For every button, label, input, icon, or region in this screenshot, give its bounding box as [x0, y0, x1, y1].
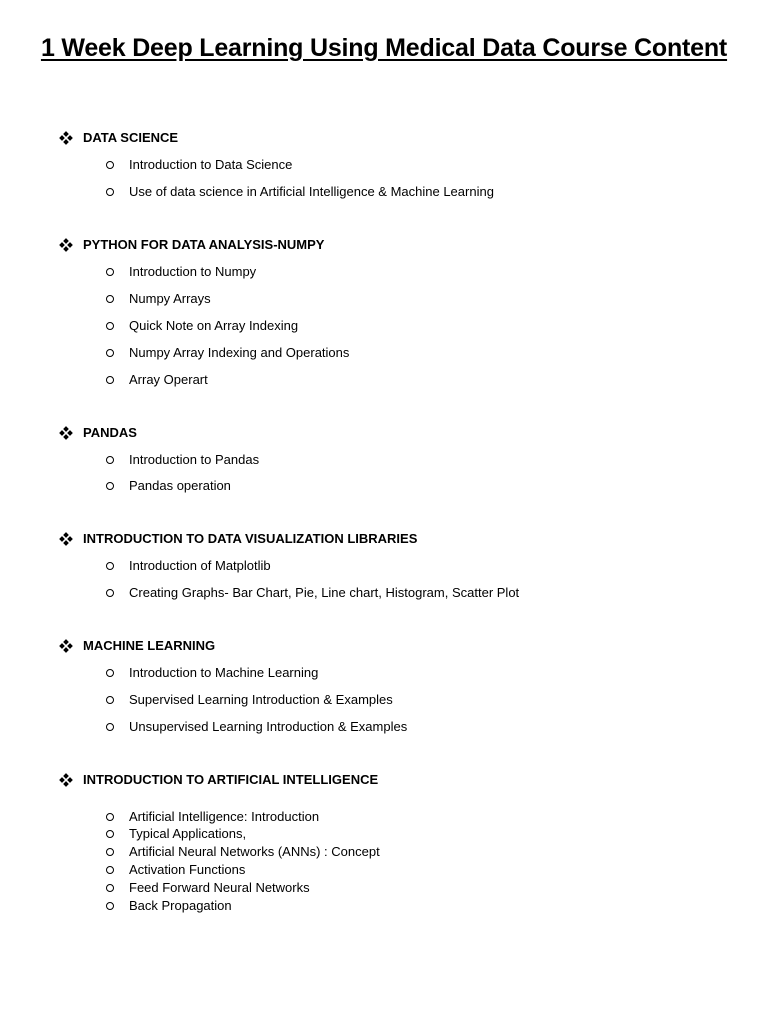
list-item-text: Introduction to Machine Learning [129, 665, 319, 680]
section-heading-numpy [60, 237, 324, 252]
list-item-text: Back Propagation [129, 898, 232, 913]
circle-bullet-icon [106, 902, 114, 910]
section-heading-text: PYTHON FOR DATA ANALYSIS-NUMPY [83, 237, 325, 252]
circle-bullet-icon [106, 349, 114, 357]
section-heading-text: PANDAS [83, 425, 137, 440]
list-item-text: Artificial Neural Networks (ANNs) : Concept [129, 844, 380, 859]
list-item [106, 184, 494, 199]
circle-bullet-icon [106, 884, 114, 892]
list-item-text: Numpy Arrays [129, 291, 211, 306]
list-item-text: Use of data science in Artificial Intelligence & Machine Learning [129, 184, 494, 199]
circle-bullet-icon [106, 723, 114, 731]
list-item [106, 157, 292, 172]
circle-bullet-icon [106, 161, 114, 169]
circle-bullet-icon [106, 456, 114, 464]
diamond-bullet-icon [60, 774, 72, 786]
list-item-text: Supervised Learning Introduction & Examples [129, 692, 393, 707]
list-item-text: Quick Note on Array Indexing [129, 318, 299, 333]
section-heading-text: DATA SCIENCE [83, 130, 179, 145]
list-item-text: Unsupervised Learning Introduction & Examples [129, 719, 408, 734]
list-item [106, 692, 393, 707]
diamond-bullet-icon [60, 239, 72, 251]
list-item [106, 880, 310, 895]
section-heading-text: MACHINE LEARNING [83, 638, 216, 653]
diamond-bullet-icon [60, 427, 72, 439]
list-item-text: Numpy Array Indexing and Operations [129, 345, 350, 360]
list-item [106, 665, 318, 680]
list-item [106, 452, 259, 467]
circle-bullet-icon [106, 848, 114, 856]
circle-bullet-icon [106, 268, 114, 276]
list-item-text: Typical Applications, [129, 826, 247, 841]
list-item-text: Pandas operation [129, 478, 231, 493]
section-heading-data-science [60, 130, 178, 145]
circle-bullet-icon [106, 376, 114, 384]
section-heading-pandas [60, 425, 137, 440]
circle-bullet-icon [106, 813, 114, 821]
list-item [106, 318, 298, 333]
diamond-bullet-icon [60, 533, 72, 545]
page-title: 1 Week Deep Learning Using Medical Data Course Content [40, 34, 728, 62]
list-item [106, 844, 380, 859]
circle-bullet-icon [106, 696, 114, 704]
circle-bullet-icon [106, 669, 114, 677]
list-item [106, 809, 319, 824]
list-item [106, 898, 232, 913]
section-heading-data-visualization [60, 531, 417, 546]
list-item [106, 478, 231, 493]
circle-bullet-icon [106, 830, 114, 838]
list-item-text: Activation Functions [129, 862, 246, 877]
diamond-bullet-icon [60, 132, 72, 144]
list-item [106, 862, 245, 877]
list-item-text: Introduction to Numpy [129, 264, 257, 279]
circle-bullet-icon [106, 295, 114, 303]
section-heading-text: INTRODUCTION TO DATA VISUALIZATION LIBRARIES [83, 531, 418, 546]
list-item-text: Array Operart [129, 372, 208, 387]
list-item-text: Artificial Intelligence: Introduction [129, 809, 320, 824]
circle-bullet-icon [106, 188, 114, 196]
list-item [106, 558, 271, 573]
list-item [106, 264, 256, 279]
list-item-text: Feed Forward Neural Networks [129, 880, 310, 895]
list-item [106, 345, 349, 360]
section-heading-text: INTRODUCTION TO ARTIFICIAL INTELLIGENCE [83, 772, 379, 787]
circle-bullet-icon [106, 589, 114, 597]
list-item-text: Introduction of Matplotlib [129, 558, 271, 573]
circle-bullet-icon [106, 562, 114, 570]
list-item-text: Introduction to Pandas [129, 452, 260, 467]
list-item [106, 585, 519, 600]
list-item [106, 372, 208, 387]
circle-bullet-icon [106, 322, 114, 330]
list-item-text: Introduction to Data Science [129, 157, 293, 172]
diamond-bullet-icon [60, 640, 72, 652]
list-item [106, 291, 211, 306]
section-heading-machine-learning [60, 638, 215, 653]
list-item [106, 826, 246, 841]
circle-bullet-icon [106, 482, 114, 490]
circle-bullet-icon [106, 866, 114, 874]
list-item-text: Creating Graphs- Bar Chart, Pie, Line chart, Histogram, Scatter Plot [129, 585, 520, 600]
section-heading-artificial-intelligence [60, 772, 378, 787]
list-item [106, 719, 407, 734]
